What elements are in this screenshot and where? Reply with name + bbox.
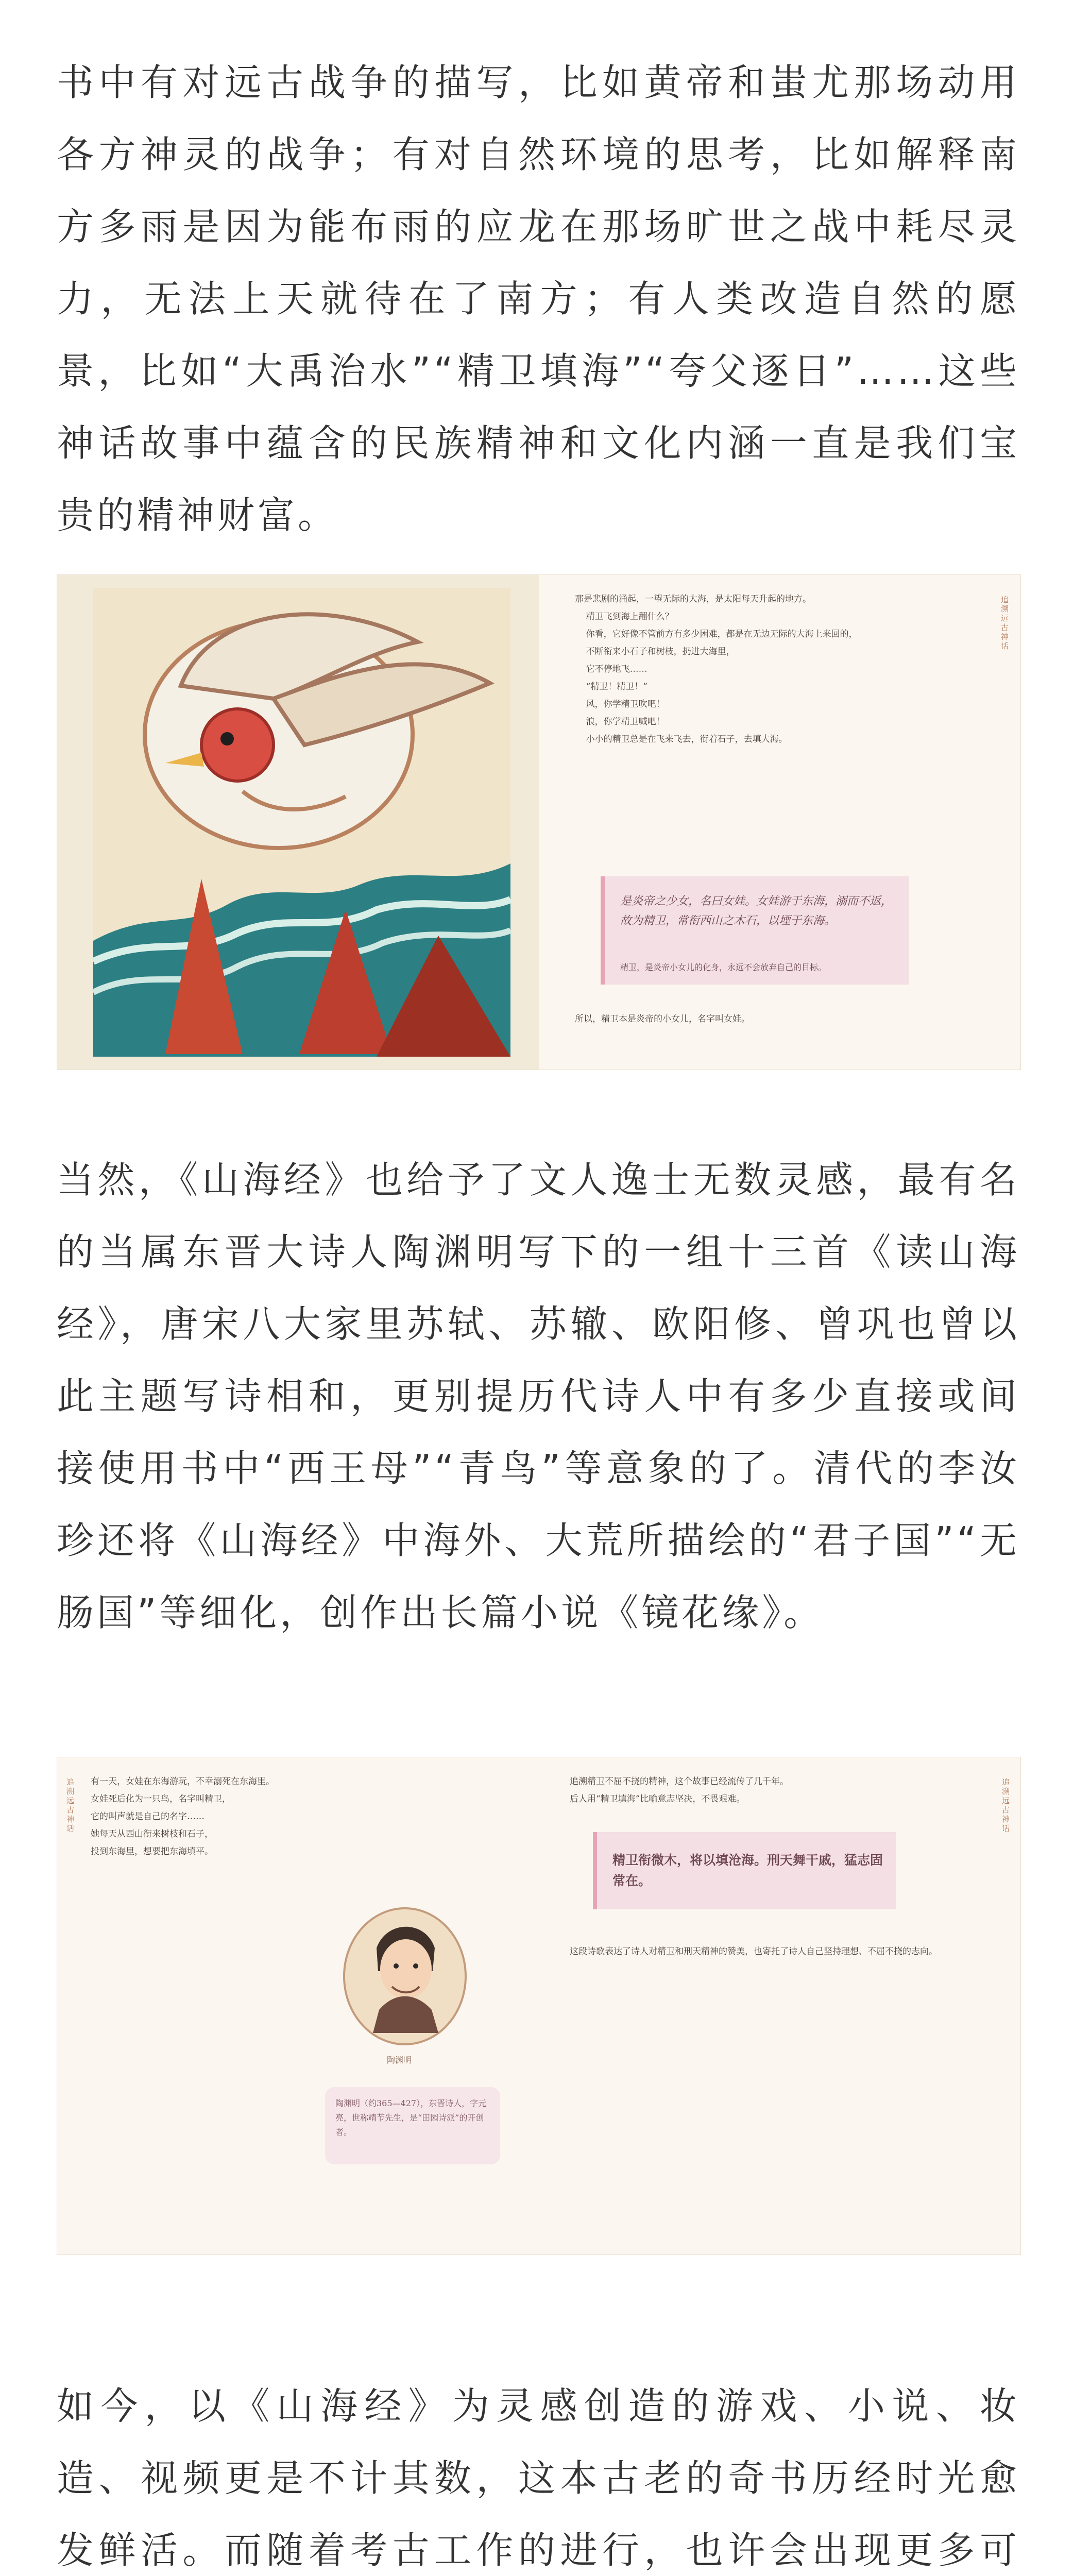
poetry-right-text: 追溯精卫不屈不挠的精神，这个故事已经流传了几千年。 后人用“精卫填海”比喻意志坚决，不畏艰难。 [570, 1776, 789, 1804]
side-label-left: 追溯远古神话 [65, 1778, 75, 1834]
story-footer-text: 所以，精卫本是炎帝的小女儿，名字叫女娃。 [575, 1014, 750, 1024]
classical-quote [601, 876, 909, 985]
intro-paragraph-2: 当然，《山海经》也给予了文人逸士无数灵感，最有名的当属东晋大诗人陶渊明写下的一组十三首《读山海经》，唐宋八大家里苏轼、苏辙、欧阳修、曾巩也曾以此主题写诗相和，更别提历代诗人中有多少直接或间接使用书中“西王母”“青鸟”等意象的了。清代的李汝珍还将《山海经》中海外、大荒所描绘的“君子国”“无肠国”等细化，创作出长篇小说《镜花缘》。 [57, 1158, 1020, 1634]
intro-paragraph-1: 书中有对远古战争的描写，比如黄帝和蚩尤那场动用各方神灵的战争；有对自然环境的思考，比如解释南方多雨是因为能布雨的应龙在那场旷世之战中耗尽灵力，无法上天就待在了南方；有人类改造自然的愿景，比如“大禹治水”“精卫填海”“夸父逐日”……这些神话故事中蕴含的民族精神和文化内涵一直是我们宝贵的精神财富。 [57, 61, 1020, 537]
poem-text: 精卫衔微木，将以填沧海。刑天舞干戚，猛志固常在。 [612, 1853, 883, 1888]
quote-text: 是炎帝之少女，名曰女娃。女娃游于东海，溺而不返，故为精卫，常衔西山之木石，以堙于东海。 [620, 895, 893, 927]
story-text: 那是悲剧的涌起，一望无际的大海，是太阳每天升起的地方。 精卫飞到海上翻什么？ 你看，它好像不管前方有多少困难，都是在无边无际的大海上来回的， 不断衔来小石子和树枝，扔进大海里， 它不停地飞…… “精卫！精卫！” 风，你学精卫吹吧！ 浪，你学精卫喊吧！ 小小的精卫总是在飞来飞去，衔着石子，去填大海。 [575, 594, 858, 744]
text-page [539, 575, 1020, 1070]
book-spread-jingwei [57, 574, 1021, 1070]
intro-paragraph-3: 如今，以《山海经》为灵感创造的游戏、小说、妆造、视频更是不计其数，这本古老的奇书历经时光愈发鲜活。而随着考古工作的进行，也许会出现更多可 [57, 2384, 1020, 2572]
quote-note: 精卫，是炎帝小女儿的化身，永远不会放弃自己的目标。 [620, 962, 827, 972]
poet-name: 陶渊明 [387, 2055, 412, 2065]
poetry-more-text: 这段诗歌表达了诗人对精卫和刑天精神的赞美，也寄托了诗人自己坚持理想、不屈不挠的志向。 [570, 1946, 937, 1957]
poetry-right-page [539, 1757, 1020, 2255]
poet-bio: 陶渊明（约365—427），东晋诗人，字元亮，世称靖节先生，是“田园诗派”的开创者。 [325, 2087, 500, 2164]
poetry-left-text: 有一天，女娃在东海游玩，不幸溺死在东海里。 女娃死后化为一只鸟，名字叫精卫， 它的叫声就是自己的名字…… 她每天从西山衔来树枝和石子， 投到东海里，想要把东海填平。 [91, 1776, 275, 1857]
jingwei-bird-illustration [57, 575, 539, 1070]
side-label-right: 追溯远古神话 [1001, 1778, 1010, 1834]
illustration-page [57, 575, 539, 1070]
book-spread-poetry [57, 1757, 1021, 2255]
side-label: 追溯远古神话 [1000, 596, 1009, 651]
poetry-left-page [57, 1757, 539, 2255]
poem-quote [593, 1832, 896, 1909]
poet-portrait [338, 1904, 472, 2048]
